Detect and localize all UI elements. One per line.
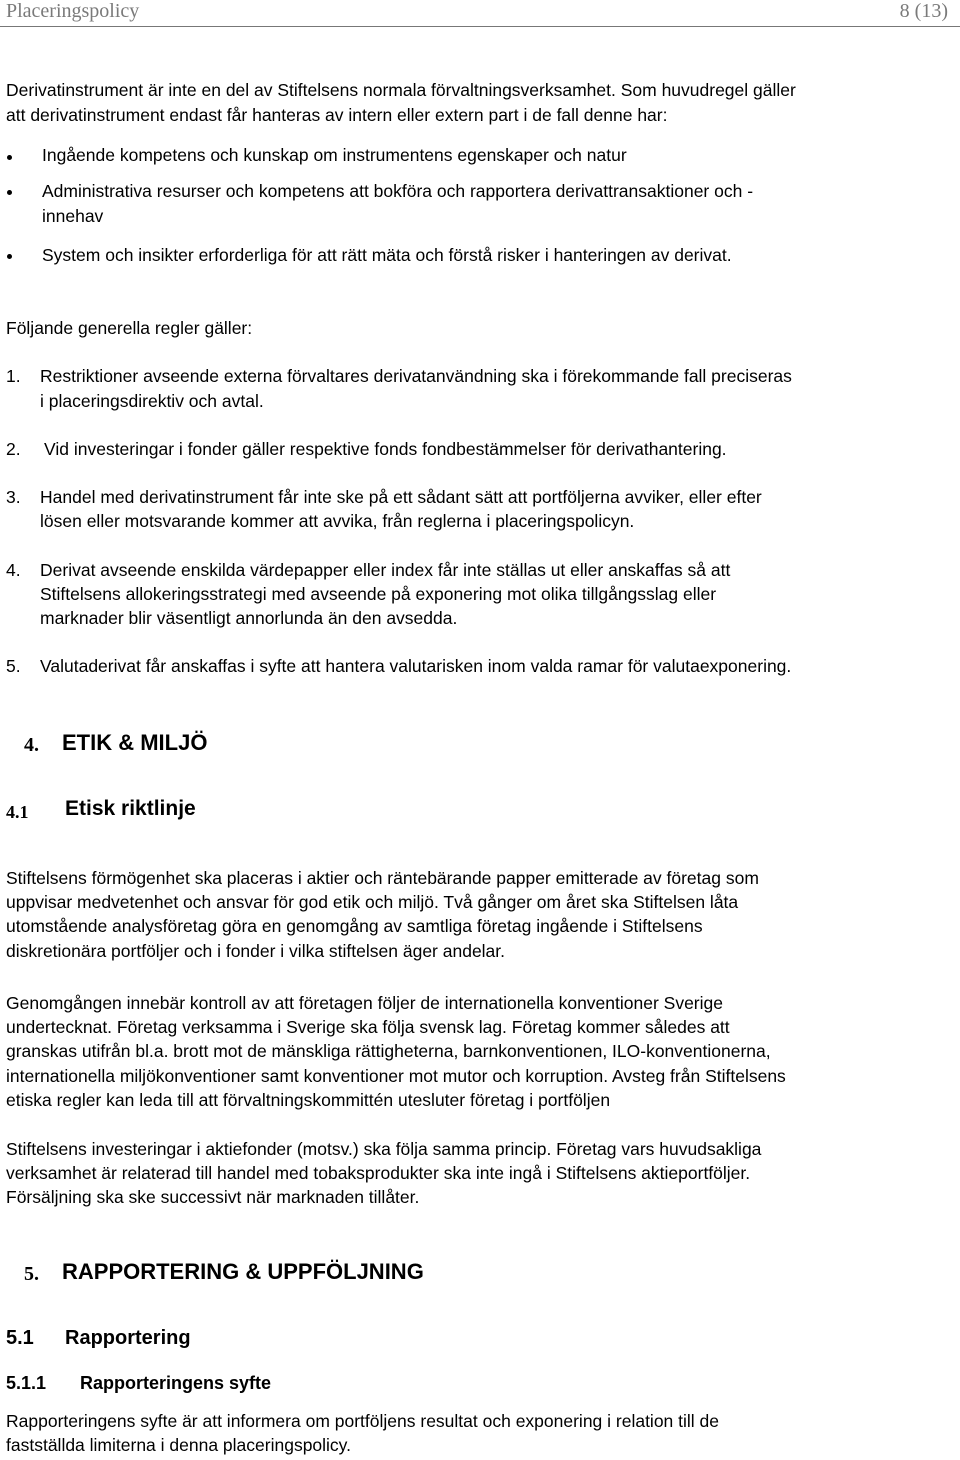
paragraph-line: Genomgången innebär kontroll av att företagen följer de internationella konventioner Sverige bbox=[6, 993, 723, 1013]
rule-text: Stiftelsens allokeringsstrategi med avseende på exponering mot olika tillgångsslag eller bbox=[40, 584, 717, 604]
rule-text: Derivat avseende enskilda värdepapper eller index får inte ställas ut eller anskaffas så att bbox=[40, 560, 731, 580]
page-header bbox=[0, 0, 960, 27]
paragraph-line: etiska regler kan leda till att förvaltningskommittén utesluter företag i portföljen bbox=[6, 1090, 611, 1110]
paragraph-line: utomstående analysföretag göra en genomgång av samtliga företag ingående i Stiftelsens bbox=[6, 916, 703, 936]
intro-line: Derivatinstrument är inte en del av Stiftelsens normala förvaltningsverksamhet. Som huvudregel gäller bbox=[6, 80, 796, 100]
rule-number: 4. bbox=[6, 560, 21, 580]
bullet-item: System och insikter erforderliga för att rätt mäta och förstå risker i hanteringen av derivat. bbox=[42, 245, 732, 265]
rule-number: 1. bbox=[6, 366, 21, 386]
subsection-title: Etisk riktlinje bbox=[65, 797, 196, 820]
paragraph-line: Stiftelsens investeringar i aktiefonder (motsv.) ska följa samma princip. Företag vars huvudsakliga bbox=[6, 1139, 762, 1159]
paragraph-line: Stiftelsens förmögenhet ska placeras i aktier och räntebärande papper emitterade av företag som bbox=[6, 868, 759, 888]
paragraph-line: verksamhet är relaterad till handel med tobaksprodukter ska inte ingå i Stiftelsens aktieportföljer. bbox=[6, 1163, 751, 1183]
rule-text: i placeringsdirektiv och avtal. bbox=[40, 391, 264, 411]
section-title: RAPPORTERING & UPPFÖLJNING bbox=[62, 1259, 424, 1284]
paragraph-line: Försäljning ska ske successivt när marknaden tillåter. bbox=[6, 1187, 420, 1207]
section-title: ETIK & MILJÖ bbox=[62, 730, 208, 755]
subsubsection-title: Rapporteringens syfte bbox=[80, 1373, 272, 1393]
section-number: 4. bbox=[24, 734, 39, 756]
rule-number: 2. bbox=[6, 439, 21, 459]
rule-text: marknader blir väsentligt annorlunda än den avsedda. bbox=[40, 608, 458, 628]
bullet-item: Ingående kompetens och kunskap om instrumentens egenskaper och natur bbox=[42, 145, 627, 165]
paragraph-line: undertecknat. Företag verksamma i Sverige ska följa svensk lag. Företag kommer således att bbox=[6, 1017, 730, 1037]
subsection-number: 4.1 bbox=[6, 802, 29, 822]
section-number: 5. bbox=[24, 1263, 39, 1285]
bullet-item-cont: innehav bbox=[42, 206, 104, 226]
paragraph-line: fastställda limiterna i denna placeringspolicy. bbox=[6, 1435, 351, 1455]
rule-number: 3. bbox=[6, 487, 21, 507]
subsection-number: 5.1 bbox=[6, 1327, 34, 1349]
rule-text: Restriktioner avseende externa förvaltares derivatanvändning ska i förekommande fall preciseras bbox=[40, 366, 792, 386]
intro-line: att derivatinstrument endast får hanteras av intern eller extern part i de fall denne har: bbox=[6, 105, 668, 125]
rule-text: Handel med derivatinstrument får inte ske på ett sådant sätt att portföljerna avviker, eller efter bbox=[40, 487, 762, 507]
bullet-item: Administrativa resurser och kompetens att bokföra och rapportera derivattransaktioner och - bbox=[42, 181, 754, 201]
paragraph-line: Rapporteringens syfte är att informera om portföljens resultat och exponering i relation till de bbox=[6, 1411, 720, 1431]
rules-intro: Följande generella regler gäller: bbox=[6, 318, 253, 338]
paragraph-line: granskas utifrån bl.a. brott mot de mänskliga rättigheterna, barnkonventionen, ILO-konventionerna, bbox=[6, 1041, 771, 1061]
rule-text: Vid investeringar i fonder gäller respektive fonds fondbestämmelser för derivathantering. bbox=[44, 439, 727, 459]
paragraph-line: diskretionära portföljer och i fonder i vilka stiftelsen äger andelar. bbox=[6, 941, 506, 961]
subsubsection-number: 5.1.1 bbox=[6, 1373, 47, 1393]
paragraph-line: internationella miljökonventioner samt konventioner mot mutor och korruption. Avsteg från Stiftelsens bbox=[6, 1066, 786, 1086]
rule-text: lösen eller motsvarande kommer att avvika, från reglerna i placeringspolicyn. bbox=[40, 511, 635, 531]
bullet-icon bbox=[7, 155, 12, 160]
page-number: 8 (13) bbox=[899, 0, 948, 22]
paragraph-line: uppvisar medvetenhet och ansvar för god etik och miljö. Två gånger om året ska Stiftelsen låta bbox=[6, 892, 739, 912]
rule-number: 5. bbox=[6, 656, 21, 676]
bullet-icon bbox=[7, 254, 12, 259]
document-title: Placeringspolicy bbox=[6, 0, 140, 22]
rule-text: Valutaderivat får anskaffas i syfte att hantera valutarisken inom valda ramar för valutaexponering. bbox=[40, 656, 792, 676]
bullet-icon bbox=[7, 190, 12, 195]
subsection-title: Rapportering bbox=[65, 1327, 191, 1349]
